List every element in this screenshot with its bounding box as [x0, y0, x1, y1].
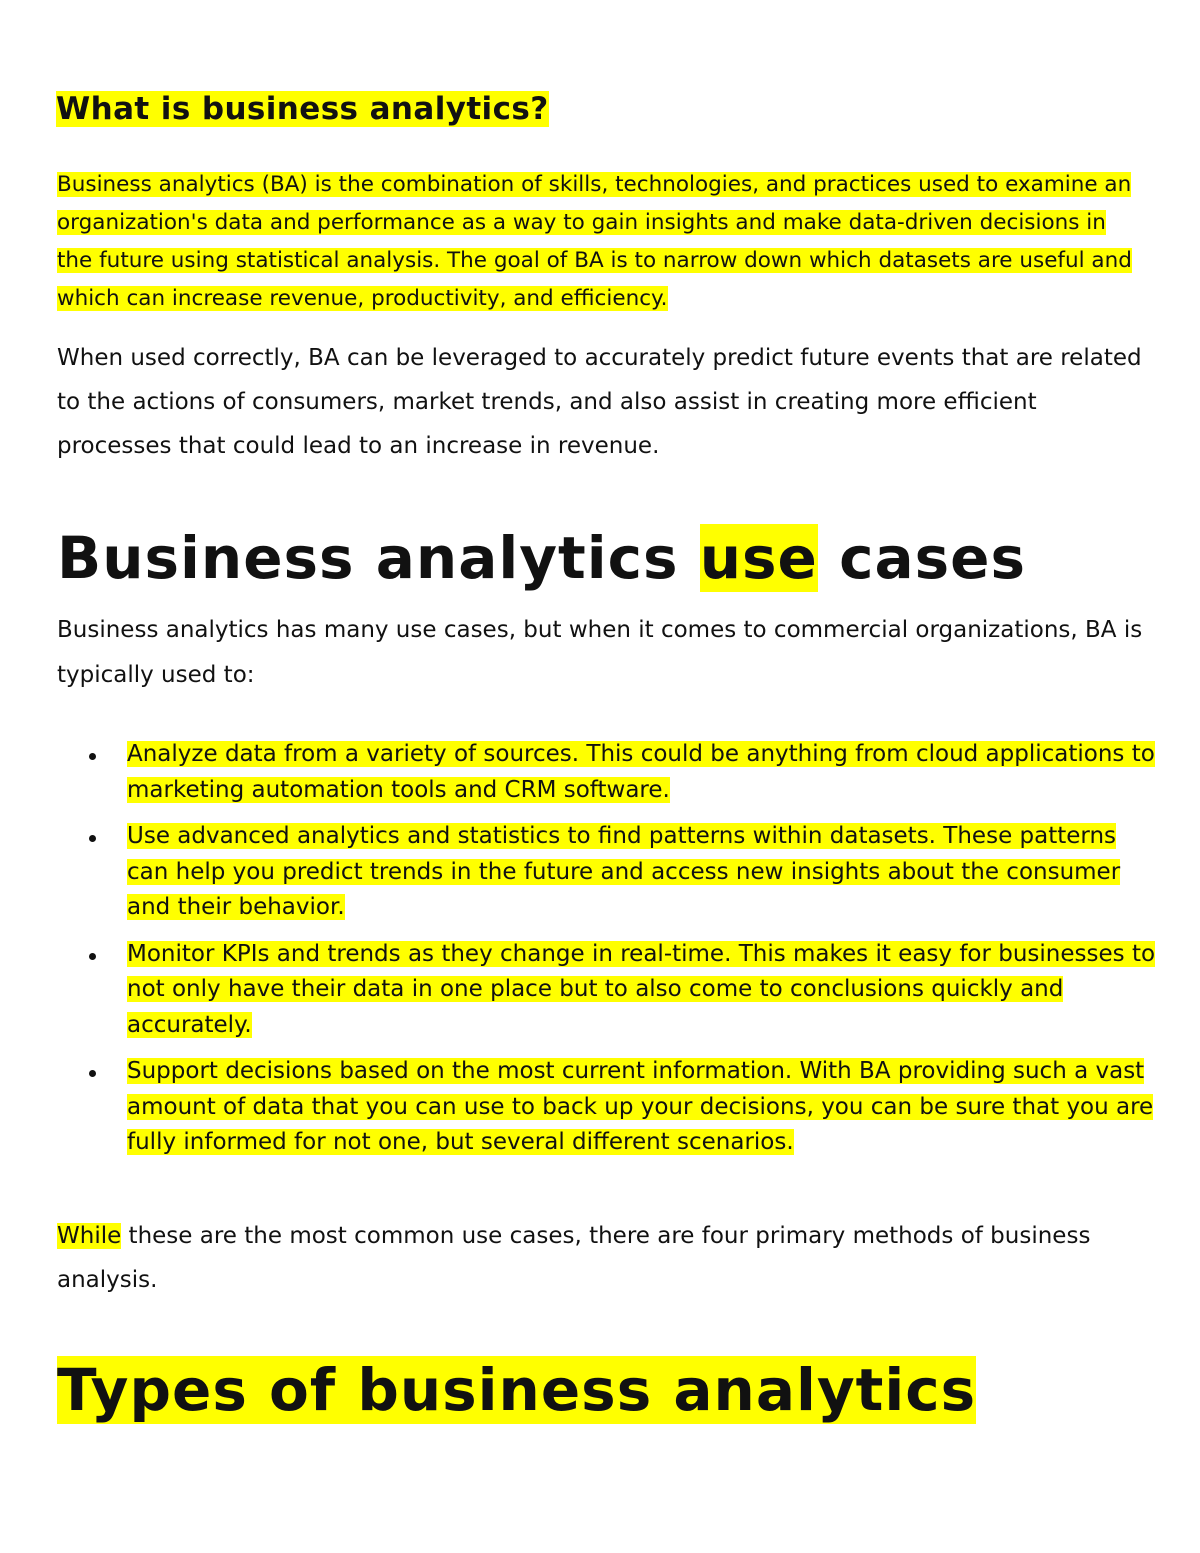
list-item-text: Support decisions based on the most current information. With BA providing such a vast amount of data that you can use to back up your decisions, you can be sure that you are fully informed for not one, but several different scenarios. [127, 1058, 1154, 1155]
section-heading-use-cases [57, 518, 1026, 598]
intro-text: Business analytics (BA) is the combination of skills, technologies, and practices used to examine an organization's data and performance as a way to gain insights and make data-driven decisions in the future using statistical analysis. The goal of BA is to narrow down which datasets are useful and which can increase revenue, productivity, and efficiency. [57, 172, 1132, 311]
heading-highlight: use [699, 524, 818, 592]
list-item [57, 937, 1157, 1044]
heading-part-1: Business analytics [57, 524, 700, 592]
use-cases-intro: Business analytics has many use cases, but when it comes to commercial organizations, BA is typically used to: [57, 617, 1143, 688]
bullet-icon [89, 835, 96, 842]
closing-paragraph [57, 1214, 1147, 1302]
list-item-text: Monitor KPIs and trends as they change in real-time. This makes it easy for businesses to not only have their data in one place but to also come to conclusions quickly and accurately. [127, 940, 1156, 1038]
intro-paragraph [57, 166, 1147, 318]
heading-part-2: cases [817, 524, 1026, 592]
bullet-icon [89, 1070, 96, 1077]
section-heading-what-is [56, 86, 549, 132]
heading-text: What is business analytics? [56, 91, 549, 127]
bullet-icon [89, 753, 96, 760]
section-heading-types [57, 1352, 976, 1428]
list-item-text: Use advanced analytics and statistics to find patterns within datasets. These patterns can help you predict trends in the future and access new insights about the consumer and their behavior. [127, 823, 1121, 920]
body-paragraph: When used correctly, BA can be leveraged to accurately predict future events that are related to the actions of consumers, market trends, and also assist in creating more efficient processes that could lead to an increase in revenue. [57, 345, 1142, 459]
use-cases-list [57, 737, 1157, 1172]
types-heading-text: Types of business analytics [57, 1356, 977, 1424]
list-item [57, 737, 1157, 808]
closing-text: these are the most common use cases, there are four primary methods of business analysis. [57, 1223, 1091, 1293]
bullet-icon [89, 953, 96, 960]
closing-highlight: While [57, 1223, 122, 1249]
list-item [57, 1054, 1157, 1161]
list-item-text: Analyze data from a variety of sources. This could be anything from cloud applications to marketing automation tools and CRM software. [127, 741, 1155, 803]
list-item [57, 819, 1157, 926]
